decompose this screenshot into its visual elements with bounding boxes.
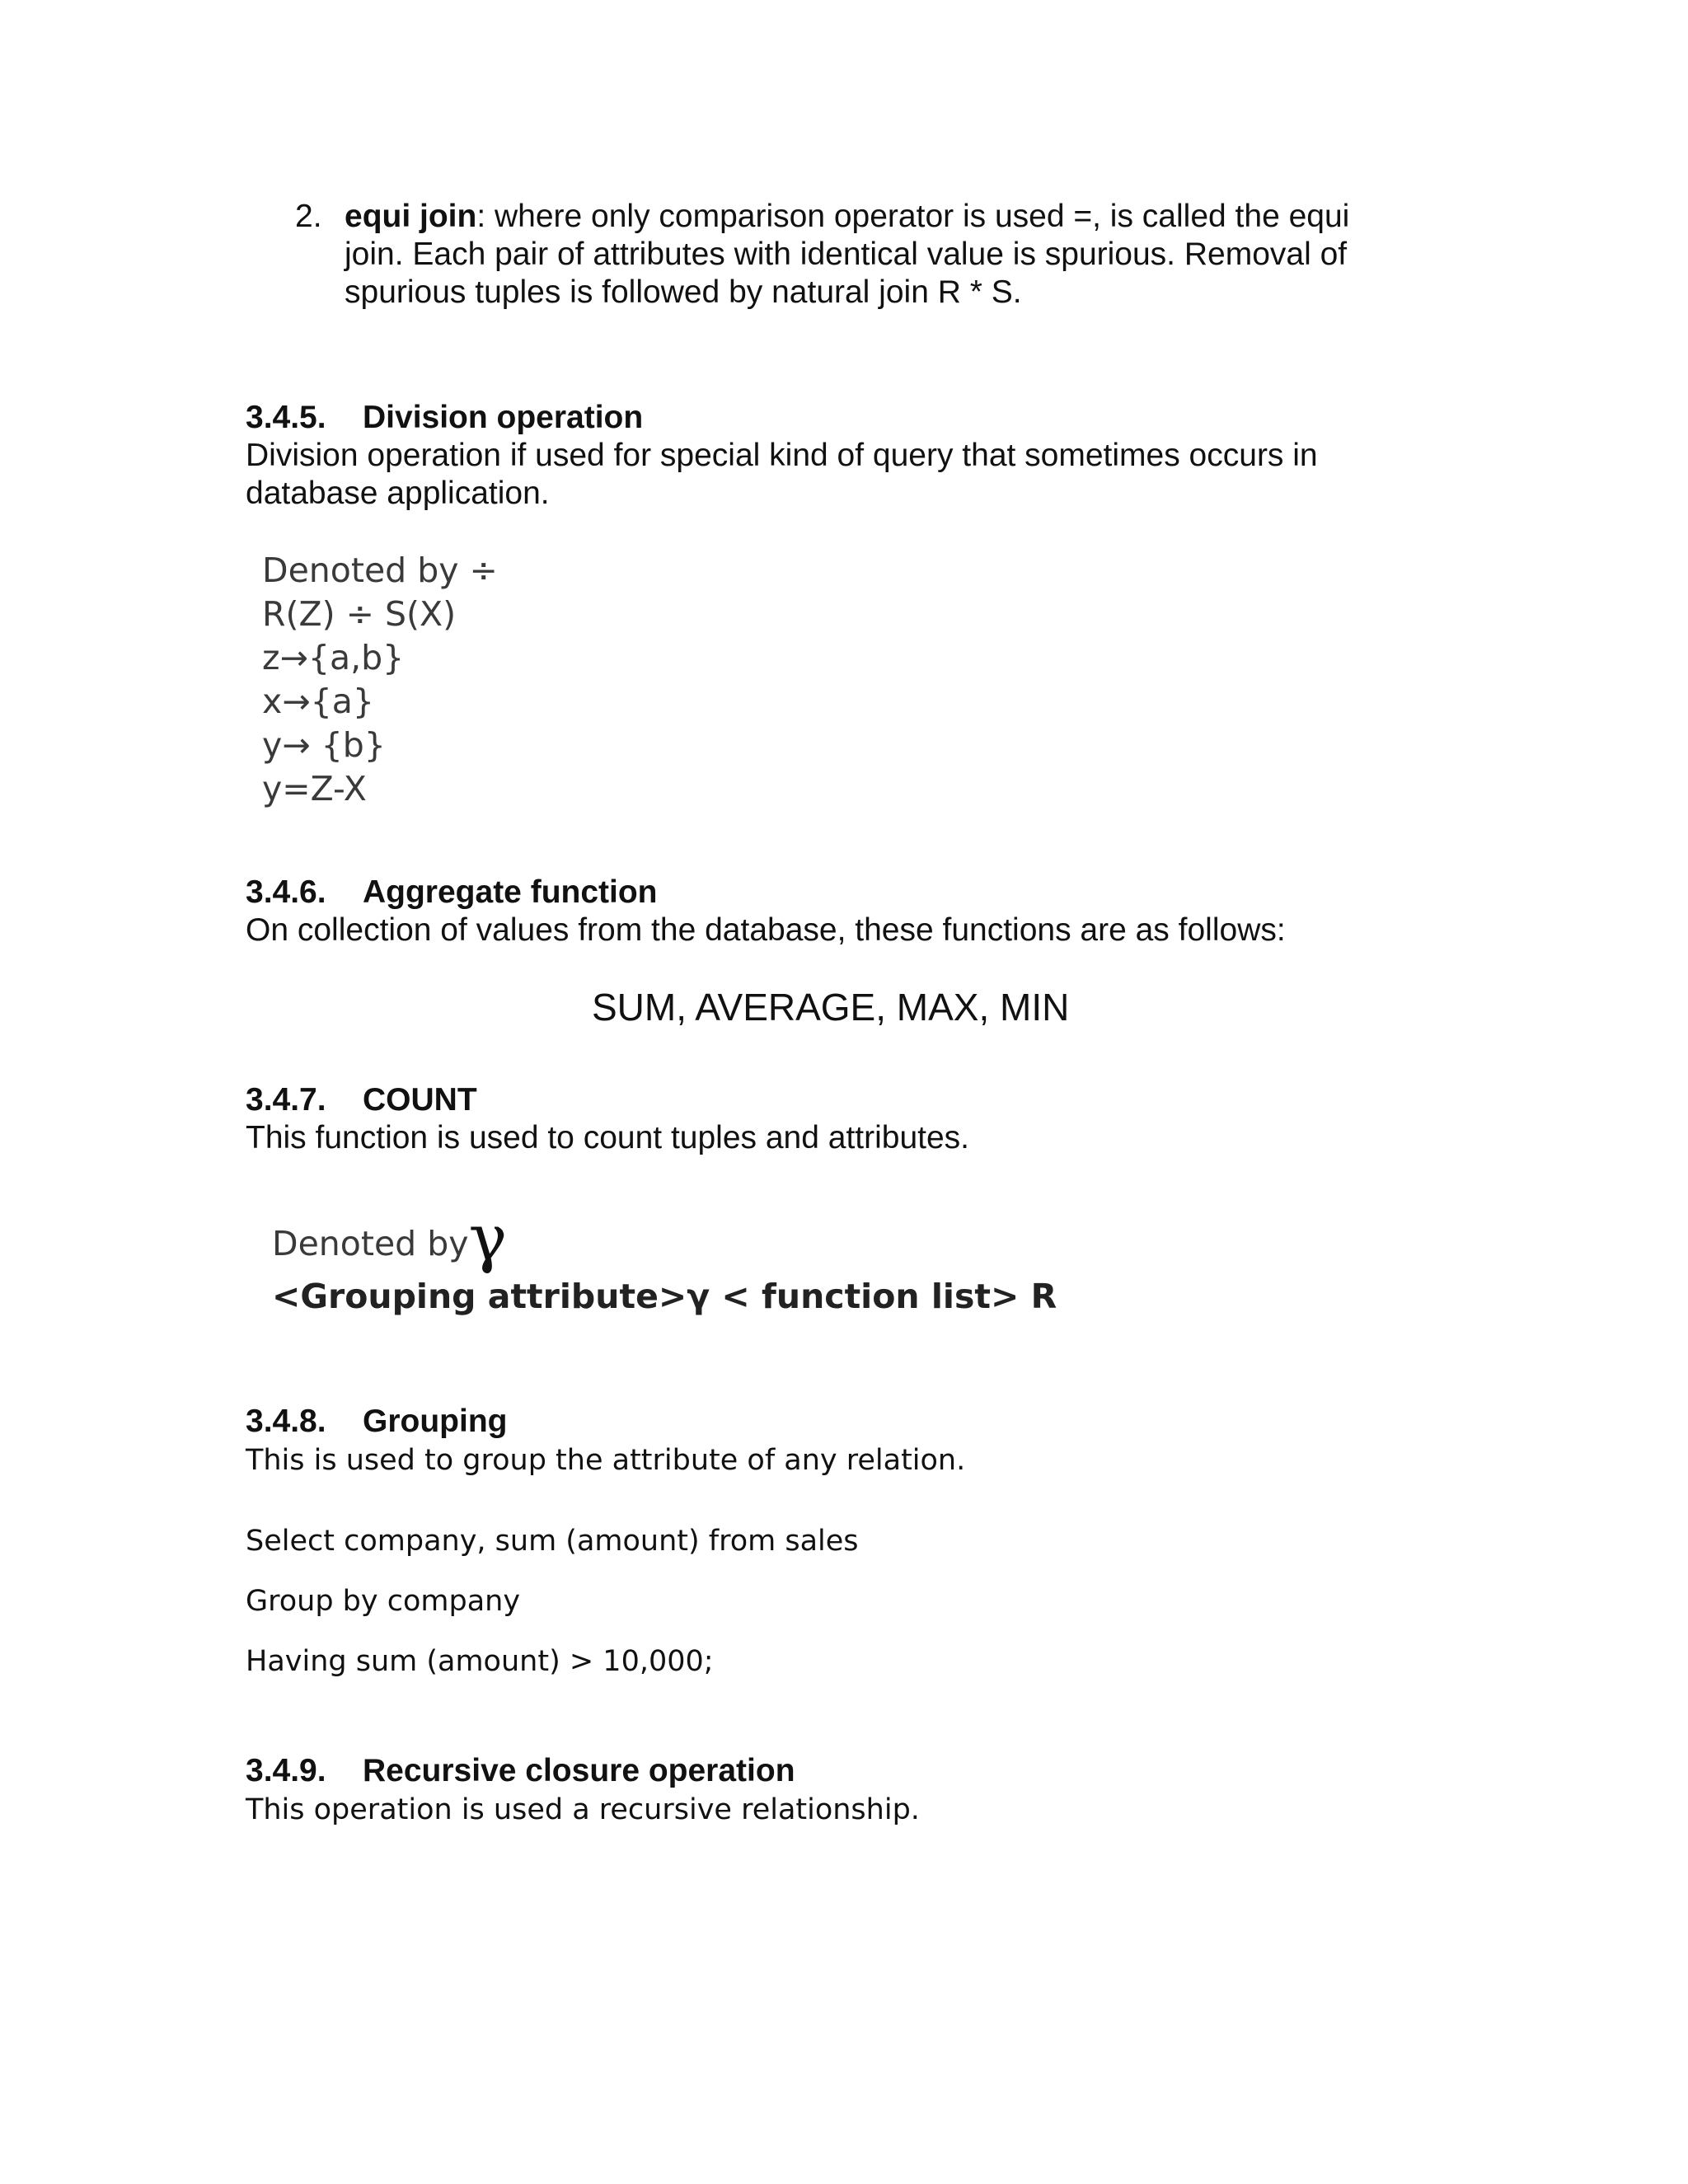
- heading-grouping: [246, 1403, 507, 1441]
- section-number: 3.4.5.: [246, 400, 326, 435]
- gamma-symbol: γ: [468, 1202, 508, 1276]
- denoted-by-line: [272, 1197, 507, 1281]
- notation-line: Denoted by ÷: [262, 551, 498, 590]
- aggregate-body: On collection of values from the database, these functions are as follows:: [246, 912, 1286, 948]
- denoted-by-text: Denoted by: [272, 1224, 469, 1263]
- notation-line: x→{a}: [262, 682, 374, 721]
- sql-line: Having sum (amount) > 10,000;: [246, 1645, 714, 1678]
- section-number: 3.4.9.: [246, 1753, 326, 1788]
- count-body: This function is used to count tuples and attributes.: [246, 1120, 970, 1155]
- equi-join-line-2: join. Each pair of attributes with identical value is spurious. Removal of: [345, 237, 1348, 272]
- list-number: 2.: [295, 199, 322, 234]
- heading-aggregate: [246, 874, 658, 912]
- equi-join-line-1: [345, 198, 1431, 236]
- equi-join-definition: : where only comparison operator is used =, is called the equi: [476, 199, 1350, 234]
- grouping-body: This is used to group the attribute of any relation.: [246, 1444, 966, 1477]
- equi-join-term: equi join: [345, 199, 477, 234]
- notation-line: z→{a,b}: [262, 638, 405, 677]
- division-body-line-2: database application.: [246, 476, 550, 511]
- section-title: Aggregate function: [363, 874, 658, 910]
- section-number: 3.4.7.: [246, 1082, 326, 1118]
- notation-line: y=Z-X: [262, 769, 367, 808]
- recursive-body: This operation is used a recursive relationship.: [246, 1793, 920, 1826]
- notation-line: R(Z) ÷ S(X): [262, 594, 457, 634]
- heading-count: [246, 1081, 477, 1119]
- notation-line: y→ {b}: [262, 725, 386, 765]
- section-title: COUNT: [363, 1082, 477, 1118]
- section-number: 3.4.8.: [246, 1404, 326, 1439]
- division-body-line-1: Division operation if used for special kind of query that sometimes occurs in: [246, 438, 1318, 473]
- section-title: Division operation: [363, 400, 644, 435]
- section-title: Recursive closure operation: [363, 1753, 795, 1788]
- section-title: Grouping: [363, 1404, 508, 1439]
- sql-line: Group by company: [246, 1585, 521, 1618]
- sql-line: Select company, sum (amount) from sales: [246, 1525, 859, 1558]
- section-number: 3.4.6.: [246, 874, 326, 910]
- heading-division: [246, 399, 643, 437]
- grouping-formula: <Grouping attribute>γ < function list> R: [272, 1277, 1057, 1316]
- equi-join-line-3: spurious tuples is followed by natural join R * S.: [345, 274, 1022, 310]
- heading-recursive: [246, 1752, 795, 1790]
- aggregate-functions-list: SUM, AVERAGE, MAX, MIN: [592, 986, 1070, 1029]
